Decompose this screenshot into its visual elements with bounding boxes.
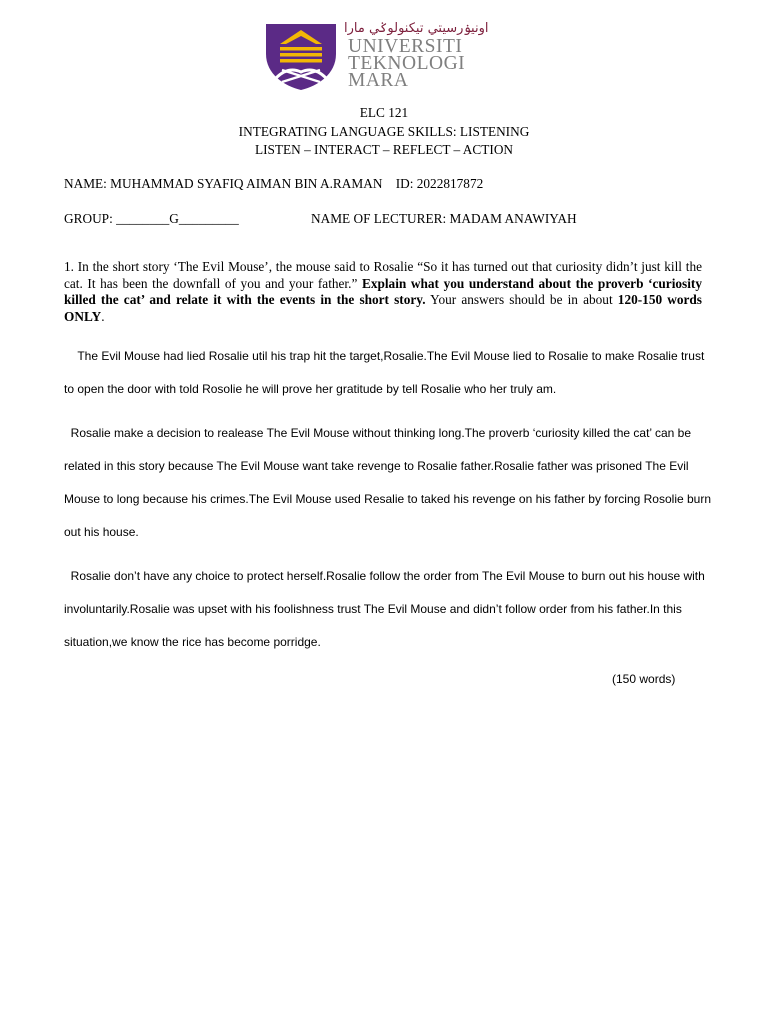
lecturer-line: NAME OF LECTURER: MADAM ANAWIYAH xyxy=(311,211,577,226)
logo-line-3: MARA xyxy=(348,70,409,91)
answer-paragraph-3 xyxy=(64,560,714,659)
question-intro: 1. In the short story ‘The Evil Mouse’, the mouse said to Rosalie “So it has turned out that curiosity didn’t just kill the cat. It has been the downfall of you and your father.” xyxy=(64,259,702,291)
answer-paragraph-2 xyxy=(64,417,714,549)
logo-wordmark xyxy=(348,38,465,89)
logo-line-1: UNIVERSITI xyxy=(348,36,463,57)
course-code: ELC 121 xyxy=(359,105,409,120)
student-name-line: NAME: MUHAMMAD SYAFIQ AIMAN BIN A.RAMAN ID: 2022817872 xyxy=(64,176,484,191)
uitm-shield-icon xyxy=(262,20,340,92)
question-text xyxy=(64,259,702,325)
word-count: (150 words) xyxy=(612,672,676,686)
answer-paragraph-2-text: Rosalie make a decision to realease The Evil Mouse without thinking long.The proverb ‘curiosity killed the cat’ can be related in this story because The Evil Mouse want take revenge to Rosalie father.Rosalie father was prisoned The Evil Mouse to long because his crimes.The Evil Mouse used Resalie to taked his revenge on his father by forcing Rosolie burn out his house. xyxy=(64,426,712,539)
question-end: . xyxy=(101,308,105,324)
answer-paragraph-1 xyxy=(64,340,714,406)
question-instruction: Explain what you understand about the proverb ‘curiosity killed the cat’ and relate it with the events in the short story. xyxy=(64,275,702,307)
uitm-logo xyxy=(262,20,489,94)
course-subtitle: LISTEN – INTERACT – REFLECT – ACTION xyxy=(254,142,514,157)
document-header xyxy=(0,104,768,160)
question-after: Your answers should be in about xyxy=(425,292,618,307)
answer-paragraph-1-text: The Evil Mouse had lied Rosalie util his trap hit the target,Rosalie.The Evil Mouse lied to Rosalie to make Rosalie trust to open the door with told Rosolie he will prove her gratitude by tell Rosalie who her truly am. xyxy=(64,349,705,396)
group-line: GROUP: ________G_________ xyxy=(64,211,239,226)
answer-body xyxy=(64,340,714,670)
word-limit: 120-150 words ONLY xyxy=(64,292,702,324)
logo-line-2: TEKNOLOGI xyxy=(348,53,466,74)
course-title: INTEGRATING LANGUAGE SKILLS: LISTENING xyxy=(238,123,530,139)
answer-paragraph-3-text: Rosalie don’t have any choice to protect herself.Rosalie follow the order from The Evil Mouse to burn out his house with involuntarily.Rosalie was upset with his foolishness trust The Evil Mouse and didn’t follow order from his father.In this situation,we know the rice has become porridge. xyxy=(64,569,705,649)
logo-jawi-text: اونيۏرسيتي تيکنولوݢي مارا xyxy=(344,21,489,36)
